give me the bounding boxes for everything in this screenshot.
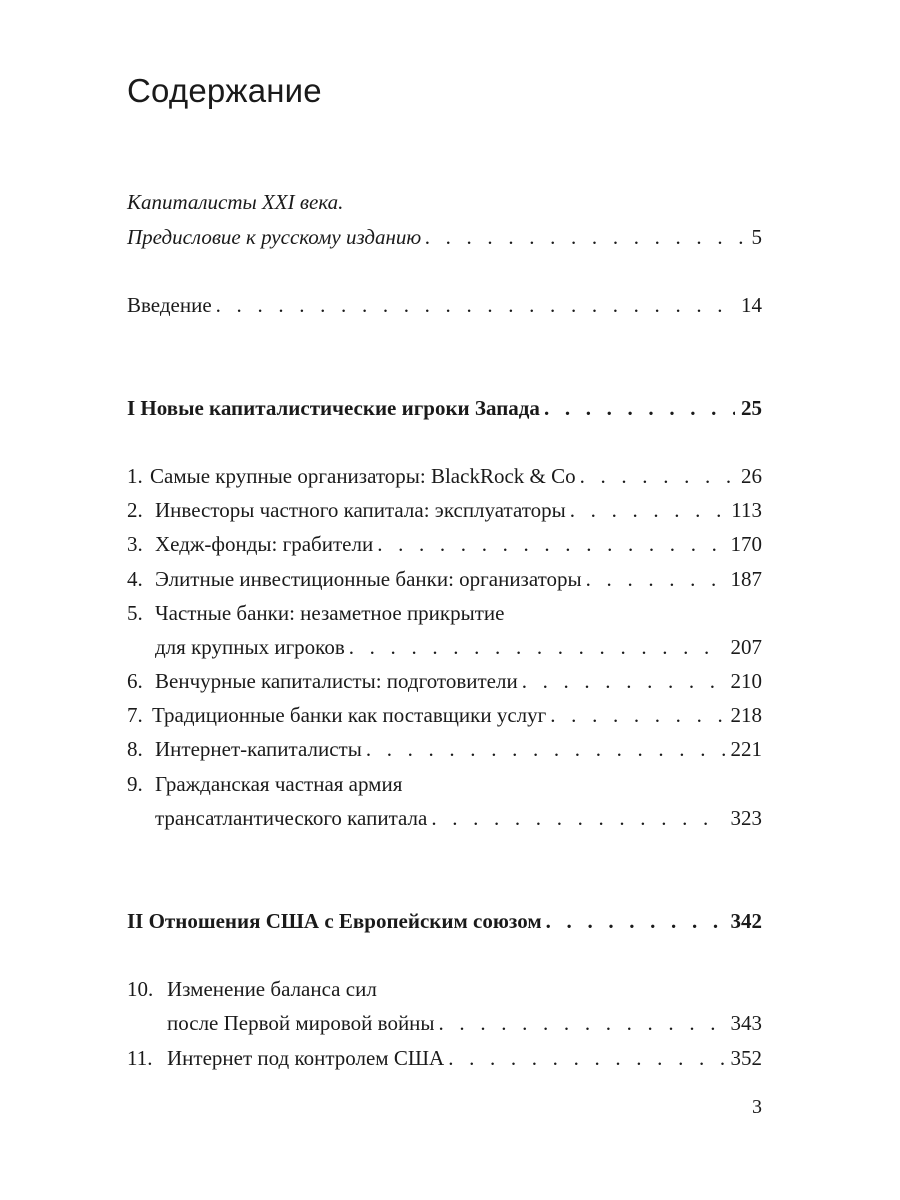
toc-part-1[interactable] (127, 393, 762, 423)
toc-page-number: 26 (741, 464, 762, 488)
leader-dots (586, 564, 725, 594)
toc-part-title: II Отношения США с Европейским союзом (127, 909, 542, 933)
toc-entry-title: Инвесторы частного капитала: эксплуататоры (155, 498, 566, 522)
toc-entry-title: Изменение баланса сил (167, 977, 377, 1001)
chapter-number: 2. (127, 498, 143, 522)
toc-chapter-9[interactable] (155, 803, 762, 833)
leader-dots (580, 461, 735, 491)
toc-entry-title-continued: после Первой мировой войны (167, 1011, 435, 1035)
toc-page-number: 221 (730, 737, 762, 761)
toc-entry-title: Традиционные банки как поставщики услуг (152, 703, 547, 727)
toc-chapter-6[interactable] (127, 666, 762, 696)
toc-chapter-4[interactable] (127, 564, 762, 594)
chapter-number: 10. (127, 977, 154, 1001)
toc-entry-preface[interactable] (127, 222, 762, 252)
toc-chapter-11[interactable] (127, 1043, 762, 1073)
toc-page-number: 25 (741, 396, 762, 420)
toc-chapter-1[interactable] (127, 461, 762, 491)
toc-page-number: 323 (730, 806, 762, 830)
toc-chapter-5[interactable] (155, 632, 762, 662)
leader-dots (349, 632, 725, 662)
toc-entry-title: Самые крупные организаторы: BlackRock & Co (150, 464, 576, 488)
toc-page-number: 352 (730, 1046, 762, 1070)
leader-dots (377, 529, 724, 559)
toc-page-number: 218 (730, 703, 762, 727)
chapter-number: 5. (127, 601, 143, 625)
leader-dots (448, 1043, 724, 1073)
toc-page-number: 343 (730, 1011, 762, 1035)
toc-chapter-3[interactable] (127, 529, 762, 559)
leader-dots (522, 666, 725, 696)
toc-entry-introduction[interactable] (127, 290, 762, 320)
leader-dots (431, 803, 724, 833)
toc-page-number: 14 (741, 293, 762, 317)
toc-chapter-2[interactable] (127, 495, 762, 525)
toc-entry-title-continued: трансатлантического капитала (155, 806, 428, 830)
toc-entry-title-continued: для крупных игроков (155, 635, 345, 659)
leader-dots (544, 393, 735, 423)
chapter-number: 11. (127, 1046, 153, 1070)
leader-dots (216, 290, 735, 320)
toc-part-title: I Новые капиталистические игроки Запада (127, 396, 540, 420)
toc-entry-title: Введение (127, 293, 212, 317)
toc-chapter-7[interactable] (127, 700, 762, 730)
toc-entry-title: Интернет под контролем США (167, 1046, 445, 1070)
toc-page-number: 207 (730, 635, 762, 659)
leader-dots (550, 700, 724, 730)
leader-dots (570, 495, 726, 525)
toc-entry-title: Предисловие к русскому изданию (127, 225, 422, 249)
toc-page-number: 5 (751, 225, 762, 249)
toc-page-number: 113 (731, 498, 762, 522)
toc-entry-title: Гражданская частная армия (155, 772, 403, 796)
toc-chapter-9-line1 (127, 769, 402, 799)
toc-chapter-10[interactable] (167, 1008, 762, 1038)
chapter-number: 8. (127, 737, 143, 761)
toc-chapter-5-line1 (127, 598, 504, 628)
toc-part-2[interactable] (127, 906, 762, 936)
toc-entry-title: Венчурные капиталисты: подготовители (155, 669, 518, 693)
chapter-number: 9. (127, 772, 143, 796)
leader-dots (546, 906, 725, 936)
toc-page-number: 170 (730, 532, 762, 556)
toc-chapter-10-line1 (127, 974, 377, 1004)
toc-entry-title: Интернет-капиталисты (155, 737, 362, 761)
toc-entry-title: Частные банки: незаметное прикрытие (155, 601, 505, 625)
leader-dots (425, 222, 745, 252)
chapter-number: 1. (127, 464, 143, 488)
toc-page-number: 187 (730, 567, 762, 591)
leader-dots (439, 1008, 725, 1038)
chapter-number: 6. (127, 669, 143, 693)
toc-entry-title: Элитные инвестиционные банки: организаторы (155, 567, 582, 591)
page-title: Содержание (127, 72, 322, 109)
chapter-number: 7. (127, 703, 143, 727)
toc-entry-title: Хедж-фонды: грабители (155, 532, 374, 556)
chapter-number: 3. (127, 532, 143, 556)
toc-page-number: 342 (730, 909, 762, 933)
leader-dots (366, 734, 725, 764)
toc-entry-preface-line1: Капиталисты XXI века. (127, 190, 344, 214)
toc-page-number: 210 (730, 669, 762, 693)
chapter-number: 4. (127, 567, 143, 591)
toc-chapter-8[interactable] (127, 734, 762, 764)
folio-page-number: 3 (752, 1096, 762, 1118)
